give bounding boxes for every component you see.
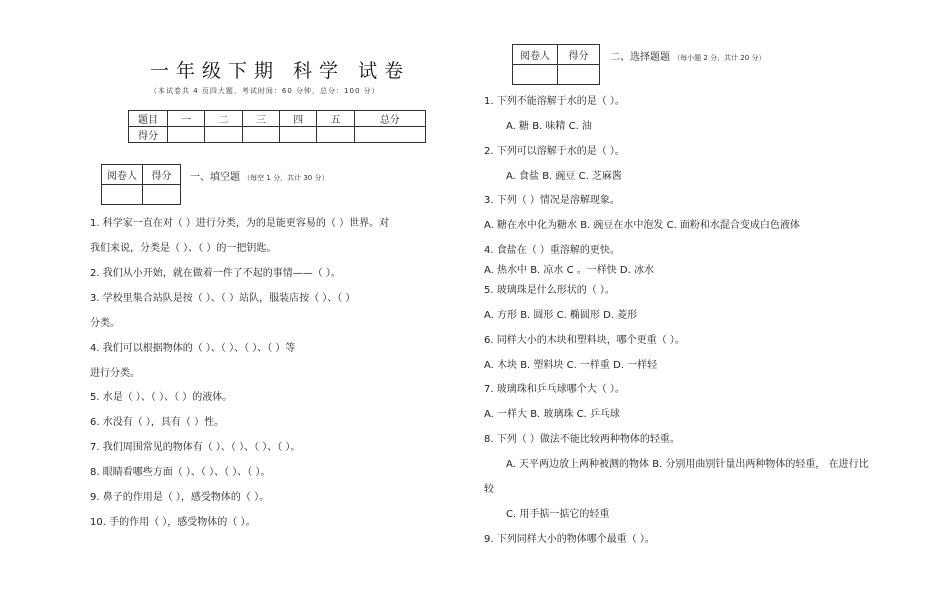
score-table-header: 五 xyxy=(317,111,354,127)
fill-line: 10. 手的作用（ ），感受物体的（ ）。 xyxy=(90,517,256,528)
score-cell[interactable] xyxy=(279,127,316,143)
fill-line: 我们来说，分类是（ ）、（ ）的一把钥匙。 xyxy=(90,243,277,254)
choice-line: A. 方形 B. 圆形 C. 椭圆形 D. 菱形 xyxy=(484,310,638,321)
grader-score-cell[interactable] xyxy=(558,65,600,85)
choice-line: A. 一样大 B. 玻璃珠 C. 乒乓球 xyxy=(484,409,620,420)
score-table-header: 一 xyxy=(168,111,205,127)
section2-heading xyxy=(610,48,765,63)
score-table-header: 总分 xyxy=(354,111,425,127)
fill-line: 3. 学校里集合站队是按（ ）、（ ）站队，服装店按（ ）、（ ） xyxy=(90,293,356,304)
grader-box-2 xyxy=(512,44,600,85)
fill-line: 2. 我们从小开始，就在做着一件了不起的事情——（ ）。 xyxy=(90,268,341,279)
choice-line: A. 食盐 B. 豌豆 C. 芝麻酱 xyxy=(506,171,622,182)
choice-line: C. 用手掂一掂它的轻重 xyxy=(506,509,610,520)
choice-line: A. 天平两边放上两种被测的物体 B. 分别用曲别针量出两种物体的轻重， 在进行比 xyxy=(506,459,869,470)
fill-line: 8. 眼睛看哪些方面（ ）、（ ）、（ ）、（ ）。 xyxy=(90,467,271,478)
fill-line: 7. 我们周围常见的物体有（ ）、（ ）、（ ）、（ ）。 xyxy=(90,442,301,453)
score-table xyxy=(128,110,426,143)
section1-note: （每空 1 分，共计 30 分） xyxy=(243,174,329,182)
fill-line: 分类。 xyxy=(90,318,120,329)
reviewer-label: 阅卷人 xyxy=(513,45,558,65)
score-table-header: 三 xyxy=(242,111,279,127)
score-table-header: 二 xyxy=(205,111,242,127)
score-table-header: 四 xyxy=(279,111,316,127)
score-cell[interactable] xyxy=(317,127,354,143)
choice-line: 9. 下列同样大小的物体哪个最重（ ）。 xyxy=(484,534,655,545)
choice-line: A. 热水中 B. 凉水 C 。一样快 D. 冰水 xyxy=(484,265,654,276)
grader-score-label: 得分 xyxy=(143,165,181,185)
choice-line: 1. 下列不能溶解于水的是（ ）。 xyxy=(484,96,625,107)
fill-line: 9. 鼻子的作用是（ ），感受物体的（ ）。 xyxy=(90,492,270,503)
fill-line: 6. 水没有（ ），具有（ ）性。 xyxy=(90,417,225,428)
choice-line: 3. 下列（ ）情况是溶解现象。 xyxy=(484,195,620,206)
score-cell[interactable] xyxy=(168,127,205,143)
score-cell[interactable] xyxy=(205,127,242,143)
grader-box-1 xyxy=(101,164,181,205)
grader-score-cell[interactable] xyxy=(143,185,181,205)
choice-line: A. 木块 B. 塑料块 C. 一样重 D. 一样轻 xyxy=(484,360,658,371)
choice-line: 6. 同样大小的木块和塑料块，哪个更重（ ）。 xyxy=(484,335,685,346)
fill-line: 5. 水是（ ）、（ ）、（ ）的液体。 xyxy=(90,392,233,403)
grader-score-label: 得分 xyxy=(558,45,600,65)
fill-line: 1. 科学家一直在对（ ）进行分类，为的是能更容易的（ ）世界。对 xyxy=(90,218,390,229)
page-title: 一年级下期 科学 试卷 xyxy=(150,60,411,82)
choice-line: 2. 下列可以溶解于水的是（ ）。 xyxy=(484,146,625,157)
section1-title: 一、填空题 xyxy=(190,172,240,183)
score-table-header: 题目 xyxy=(129,111,168,127)
section2-title: 二、选择题题 xyxy=(610,52,670,63)
score-cell[interactable] xyxy=(242,127,279,143)
choice-line: A. 糖在水中化为糖水 B. 豌豆在水中泡发 C. 面粉和水混合变成白色液体 xyxy=(484,220,800,231)
choice-line: 较 xyxy=(484,484,494,495)
reviewer-cell[interactable] xyxy=(102,185,143,205)
reviewer-cell[interactable] xyxy=(513,65,558,85)
section2-note: （每小题 2 分，共计 20 分） xyxy=(673,54,766,62)
fill-line: 4. 我们可以根据物体的（ ）、（ ）、（ ）、（ ）等 xyxy=(90,343,296,354)
choice-line: 8. 下列（ ）做法不能比较两种物体的轻重。 xyxy=(484,434,680,445)
choice-line: 4. 食盐在（ ）重溶解的更快。 xyxy=(484,245,620,256)
exam-info: （本试卷共 4 页四大题，考试时间：60 分钟，总分：100 分） xyxy=(150,87,380,95)
choice-line: 7. 玻璃珠和乒乓球哪个大（ ）。 xyxy=(484,384,625,395)
reviewer-label: 阅卷人 xyxy=(102,165,143,185)
section1-heading xyxy=(190,168,328,183)
score-row-label: 得分 xyxy=(129,127,168,143)
choice-line: A. 糖 B. 味精 C. 油 xyxy=(506,121,592,132)
fill-line: 进行分类。 xyxy=(90,368,140,379)
score-cell[interactable] xyxy=(354,127,425,143)
choice-line: 5. 玻璃珠是什么形状的（ ）。 xyxy=(484,285,615,296)
